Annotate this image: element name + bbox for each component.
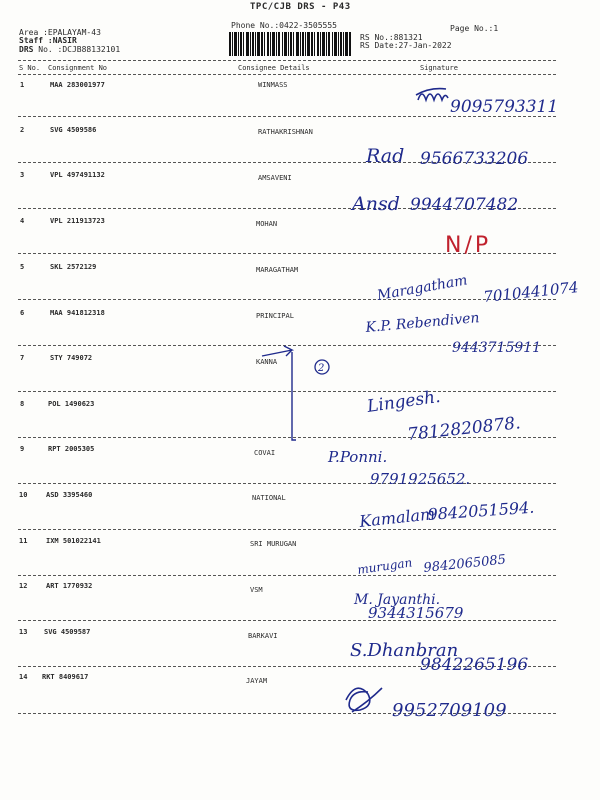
handwritten-phone: 7010441074 (482, 278, 580, 306)
row-consignment-no: SVG 4509587 (44, 628, 91, 636)
handwritten-phone: 9344315679 (368, 604, 464, 622)
row-sno: 6 (20, 309, 25, 317)
row-sno: 3 (20, 171, 25, 179)
handwritten-signature: K.P. Rebendiven (364, 310, 481, 336)
handwritten-signature: Maragatham (375, 272, 469, 304)
row-consignee: JAYAM (246, 677, 268, 685)
row-sno: 4 (20, 217, 25, 225)
row-consignment-no: ASD 3395460 (46, 491, 93, 499)
column-header-consignee: Consignee Details (238, 64, 310, 72)
handwritten-signature: P.Ponni. (328, 448, 388, 466)
row-consignee: MOHAN (256, 220, 278, 228)
row-consignee: RATHAKRISHNAN (258, 128, 313, 136)
column-header-signature: Signature (420, 64, 458, 72)
area-label: Area :EPALAYAM-43 (19, 28, 101, 37)
row-consignee: PRINCIPAL (256, 312, 294, 320)
handwritten-phone: 9443715911 (452, 340, 542, 356)
row-consignee: SRI MURUGAN (250, 540, 297, 548)
row-consignee: BARKAVI (248, 632, 278, 640)
row-consignee: NATIONAL (252, 494, 286, 502)
row-consignment-no: POL 1490623 (48, 400, 95, 408)
row-sno: 10 (19, 491, 28, 499)
document-title: TPC/CJB DRS - P43 (250, 2, 351, 12)
handwritten-phone: 9095793311 (450, 97, 559, 117)
handwritten-phone: 9566733206 (420, 149, 529, 169)
row-consignee: AMSAVENI (258, 174, 292, 182)
handwritten-phone: 9842051594. (426, 497, 535, 524)
row-sno: 14 (19, 673, 28, 681)
signature-scribble (416, 89, 448, 100)
handwritten-signature: Ansd (352, 193, 400, 215)
handwritten-mark: 2 (318, 363, 325, 374)
handwritten-phone: 9791925652. (370, 470, 471, 488)
row-consignment-no: SVG 4509586 (50, 126, 97, 134)
column-header-consignment: Consignment No (48, 64, 108, 72)
page-number: Page No.:1 (450, 24, 499, 33)
row-consignment-no: MAA 941812318 (50, 309, 105, 317)
handwritten-signature: Kamalam (358, 504, 437, 531)
row-sno: 8 (20, 400, 25, 408)
handwritten-signature: Rad (366, 145, 405, 167)
handwritten-phone: 7812820878. (406, 413, 522, 445)
row-consignee: COVAI (254, 449, 276, 457)
row-consignment-no: ART 1770932 (46, 582, 93, 590)
handwritten-signature: Lingesh. (365, 386, 442, 417)
row-consignment-no: IXM 501022141 (46, 537, 101, 545)
row-sno: 7 (20, 354, 25, 362)
handwritten-signature: S.Dhanbran (350, 640, 459, 661)
drs-value: No. :DCJB88132101 (33, 45, 121, 54)
row-sno: 11 (19, 537, 28, 545)
drs-label: DRS (19, 45, 34, 54)
handwritten-signature: M. Jayanthi. (354, 592, 441, 608)
row-sno: 5 (20, 263, 25, 271)
row-sno: 12 (19, 582, 28, 590)
handwritten-signature: murugan (356, 555, 414, 577)
row-consignment-no: RKT 8409617 (42, 673, 89, 681)
handwritten-phone: 9952709109 (392, 700, 507, 721)
signature-scribble (346, 688, 382, 712)
rs-date: RS Date:27-Jan-2022 (360, 41, 452, 50)
not-present-note: N/P (445, 233, 492, 258)
rs-number: RS No.:881321 (360, 33, 423, 42)
row-consignment-no: RPT 2005305 (48, 445, 95, 453)
row-consignee: MARAGATHAM (256, 266, 299, 274)
phone-number: Phone No.:0422-3505555 (231, 21, 337, 30)
row-consignment-no: MAA 283001977 (50, 81, 105, 89)
row-sno: 9 (20, 445, 25, 453)
row-consignee: WINMASS (258, 81, 288, 89)
row-sno: 13 (19, 628, 28, 636)
row-consignee: KANNA (256, 358, 278, 366)
row-consignee: VSM (250, 586, 263, 594)
handwritten-phone: 9842265196 (420, 655, 529, 675)
row-consignment-no: STY 749072 (50, 354, 93, 362)
row-consignment-no: VPL 211913723 (50, 217, 105, 225)
row-sno: 2 (20, 126, 25, 134)
column-header-sno: S No. (19, 64, 41, 72)
handwritten-phone: 9842065085 (422, 552, 507, 576)
row-sno: 1 (20, 81, 25, 89)
row-consignment-no: VPL 497491132 (50, 171, 105, 179)
staff-label: Staff :NASIR (19, 36, 77, 45)
row-consignment-no: SKL 2572129 (50, 263, 97, 271)
handwritten-phone: 9944707482 (410, 195, 519, 215)
